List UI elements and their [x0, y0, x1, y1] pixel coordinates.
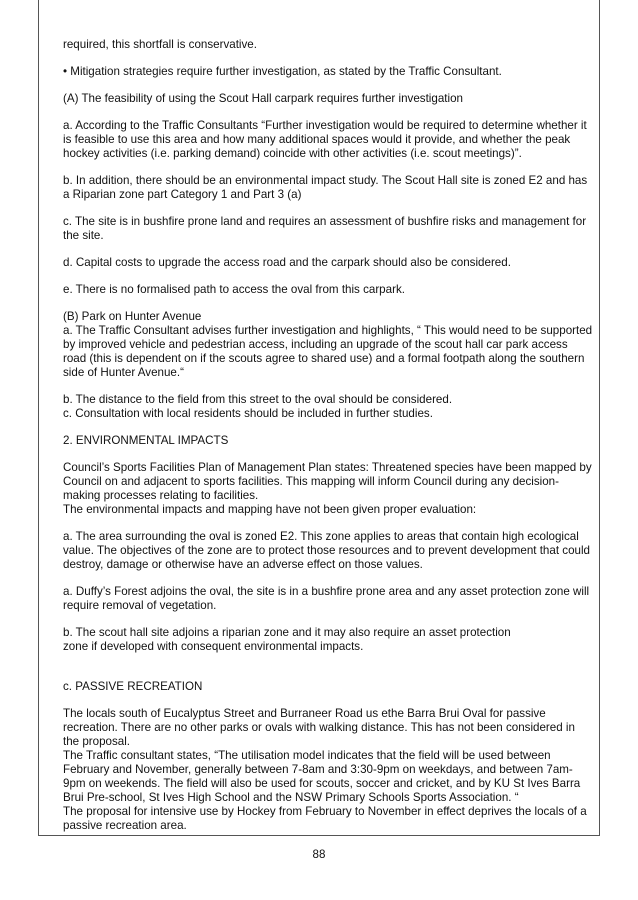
- heading-environmental-impacts: 2. ENVIRONMENTAL IMPACTS: [63, 434, 229, 447]
- paragraph-e-no-path: e. There is no formalised path to access the oval from this carpark.: [63, 283, 405, 296]
- paragraph-sports-facilities-plan: Council’s Sports Facilities Plan of Management Plan states: Threatened species have been mapped by Council on and adjacent to sports facilities. This mapping will inform Council during any decision-making processes relating to facilities. The environmental impacts and mapping have not been given proper evaluation:: [63, 461, 592, 516]
- paragraph-d-capital-costs: d. Capital costs to upgrade the access road and the carpark should also be considered.: [63, 256, 511, 269]
- paragraph-zoned-e2: a. The area surrounding the oval is zoned E2. This zone applies to areas that contain high ecological value. The objectives of the zone are to protect those resources and to prevent development that could destroy, damage or otherwise have an adverse effect on those values.: [63, 530, 590, 571]
- paragraph-duffys-forest: a. Duffy’s Forest adjoins the oval, the site is in a bushfire prone area and any asset protection zone will require removal of vegetation.: [63, 585, 590, 612]
- page-number: 88: [312, 848, 326, 861]
- paragraph-c-bushfire: c. The site is in bushfire prone land and requires an assessment of bushfire risks and management for the site.: [63, 215, 587, 242]
- heading-scout-hall-carpark: (A) The feasibility of using the Scout Hall carpark requires further investigation: [63, 92, 463, 105]
- paragraph-riparian-zone: b. The scout hall site adjoins a riparian zone and it may also require an asset protection zone if developed with consequent environmental impacts.: [63, 626, 511, 653]
- paragraph-distance-consultation: b. The distance to the field from this street to the oval should be considered. c. Consultation with local residents should be included in further studies.: [63, 393, 453, 420]
- heading-passive-recreation: c. PASSIVE RECREATION: [63, 680, 203, 693]
- document-body: [63, 38, 593, 846]
- paragraph-passive-recreation-body: The locals south of Eucalyptus Street and Burraneer Road us ethe Barra Brui Oval for passive recreation. There are no other parks or ovals with walking distance. This has not been considered in the proposal. The Traffic consultant states, “The utilisation model indicates that the field will be used between February and November, generally between 7-8am and 3:30-9pm on weekdays, and between 7am-9pm on weekends. The field will also be used for scouts, soccer and cricket, and by KU St Ives Barra Brui Pre-school, St Ives High School and the NSW Primary Schools Sports Association. “ The proposal for intensive use by Hockey from February to November in effect deprives the locals of a passive recreation area.: [63, 707, 587, 832]
- paragraph-a-traffic-consultants: a. According to the Traffic Consultants “Further investigation would be required to determine whether it is feasible to use this area and how many additional spaces would it provide, and whether the peak hockey activities (i.e. parking demand) coincide with other activities (i.e. scout meetings)”.: [63, 119, 587, 160]
- paragraph-shortfall: required, this shortfall is conservative.: [63, 38, 257, 51]
- paragraph-b-environmental-study: b. In addition, there should be an environmental impact study. The Scout Hall site is zoned E2 and has a Riparian zone part Category 1 and Part 3 (a): [63, 174, 588, 201]
- paragraph-mitigation-bullet: • Mitigation strategies require further investigation, as stated by the Traffic Consultant.: [63, 65, 502, 78]
- section-park-hunter-avenue: (B) Park on Hunter Avenue a. The Traffic Consultant advises further investigation and highlights, “ This would need to be supported by improved vehicle and pedestrian access, including an upgrade of the scout hall car park access road (this is dependent on if the scouts agree to shared use) and a formal footpath along the southern side of Hunter Avenue.“: [63, 310, 593, 379]
